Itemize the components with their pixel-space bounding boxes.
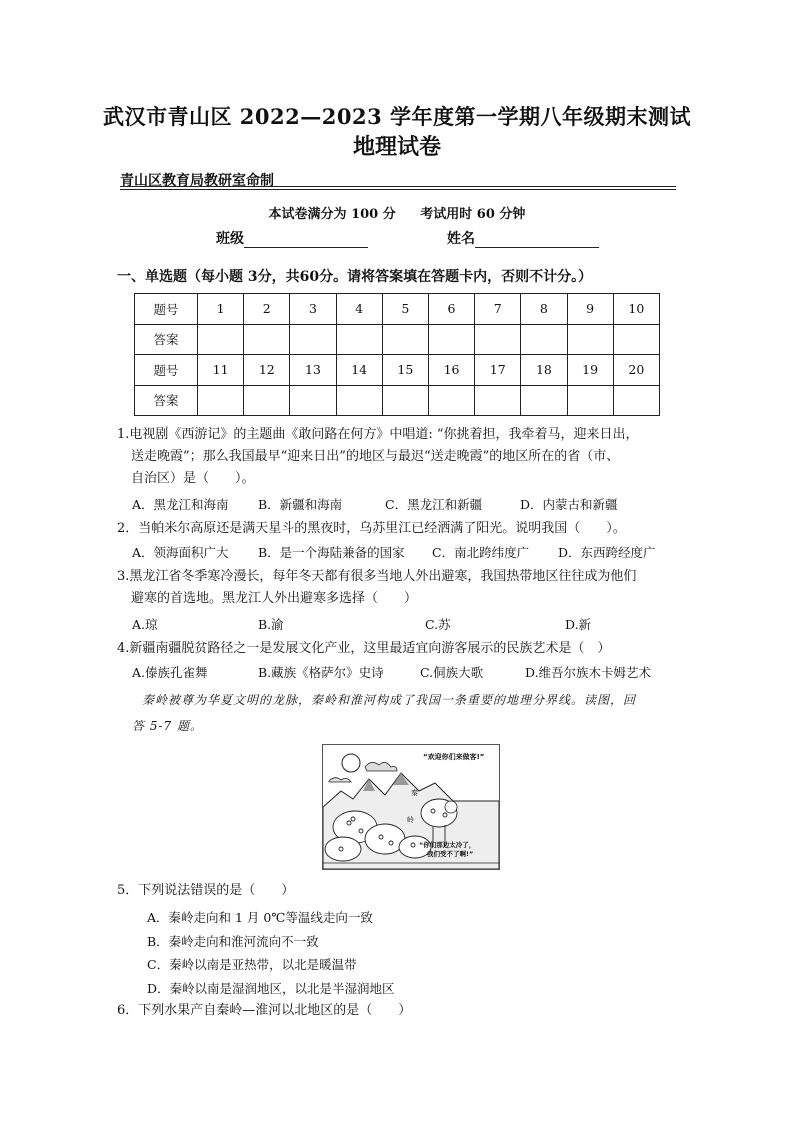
q3-line-1: 3.黑龙江省冬季寒冷漫长，每年冬天都有很多当地人外出避寒，我国热带地区往往成为他们 [117, 569, 637, 584]
question-number: 2 [244, 294, 290, 325]
question-number: 16 [428, 355, 474, 386]
bubble-bottom-line-1: “你们那边太冷了， [419, 841, 476, 849]
full-score: 本试卷满分为 100 分 [268, 207, 396, 222]
exam-subtitle: 地理试卷 [352, 134, 441, 160]
answer-cell[interactable] [198, 385, 244, 416]
q2-option-a[interactable]: A．领海面积广大 [132, 545, 229, 560]
name-blank[interactable] [475, 233, 599, 248]
class-blank[interactable] [244, 233, 368, 248]
question-number: 14 [336, 355, 382, 386]
q2-option-c[interactable]: C．南北跨纬度广 [432, 545, 530, 560]
question-number: 13 [290, 355, 336, 386]
answer-cell[interactable] [428, 324, 474, 355]
q4-option-a[interactable]: A.傣族孔雀舞 [132, 665, 208, 680]
question-number: 1 [198, 294, 244, 325]
q1-line-3: 自治区）是（ ）。 [131, 471, 255, 486]
note-line-2: 答 5-7 题。 [132, 719, 203, 733]
name-field[interactable] [447, 228, 599, 248]
table-row [135, 324, 660, 355]
qinling-drawing [323, 745, 499, 869]
question-number: 15 [382, 355, 428, 386]
q5-option-d[interactable]: D．秦岭以南是湿润地区，以北是半湿润地区 [147, 980, 395, 996]
q1-line-1: 1.电视剧《西游记》的主题曲《敢问路在何方》中唱道: “你挑着担，我牵着马，迎来日出， [117, 427, 639, 442]
reading-note [132, 687, 677, 739]
q1-option-d[interactable]: D．内蒙古和新疆 [520, 497, 618, 512]
q3-option-c[interactable]: C.苏 [425, 617, 451, 632]
q5-option-a[interactable]: A．秦岭走向和 1 月 0℃等温线走向一致 [147, 910, 373, 925]
question-number: 6 [428, 294, 474, 325]
question-6: 6．下列水果产自秦岭—淮河以北地区的是（ ） [117, 1003, 412, 1018]
answer-cell[interactable] [521, 324, 567, 355]
q3-option-a[interactable]: A.琼 [132, 617, 158, 632]
answer-cell[interactable] [382, 324, 428, 355]
question-number: 20 [613, 355, 659, 386]
issuing-office: 青山区教育局教研室命制 [120, 173, 274, 189]
q2-option-b[interactable]: B．是一个海陆兼备的国家 [258, 545, 405, 560]
question-4: 4.新疆南疆脱贫路径之一是发展文化产业，这里最适宜向游客展示的民族艺术是（ ） [117, 641, 611, 656]
q5-option-c[interactable]: C．秦岭以南是亚热带，以北是暖温带 [147, 957, 357, 972]
answer-cell[interactable] [475, 385, 521, 416]
table-row [135, 355, 660, 386]
question-2: 2．当帕米尔高原还是满天星斗的黑夜时，乌苏里江已经洒满了阳光。说明我国（ ）。 [117, 521, 626, 536]
q2-option-d[interactable]: D．东西跨经度广 [558, 545, 656, 560]
section-title: 一、单选题（每小题 3分，共60分。请将答案填在答题卡内，否则不计分。） [117, 269, 593, 285]
answer-cell[interactable] [244, 385, 290, 416]
name-label: 姓名 [447, 231, 475, 247]
q4-option-d[interactable]: D.维吾尔族木卡姆艺术 [525, 665, 652, 680]
q1-option-b[interactable]: B．新疆和海南 [258, 497, 343, 512]
sun-icon [342, 754, 360, 772]
question-number: 12 [244, 355, 290, 386]
question-number: 18 [521, 355, 567, 386]
question-5: 5．下列说法错误的是（ ） [117, 883, 295, 898]
row-label: 题号 [135, 355, 198, 386]
q3-line-2: 避寒的首选地。黑龙江人外出避寒多选择（ ） [131, 591, 418, 606]
cloud-icon [329, 778, 351, 782]
q3-option-d[interactable]: D.新 [565, 617, 592, 632]
answer-cell[interactable] [475, 324, 521, 355]
answer-cell[interactable] [613, 324, 659, 355]
q1-option-c[interactable]: C．黑龙江和新疆 [385, 497, 483, 512]
bubble-top-text: “欢迎你们来做客!” [423, 753, 485, 761]
answer-cell[interactable] [244, 324, 290, 355]
exam-time: 考试用时 60 分钟 [420, 207, 526, 222]
q4-option-b[interactable]: B.藏族《格萨尔》史诗 [258, 665, 384, 680]
answer-cell[interactable] [382, 385, 428, 416]
label-qin: 秦 [411, 789, 418, 797]
answer-cell[interactable] [198, 324, 244, 355]
tree-face-icon [445, 801, 457, 813]
question-1 [117, 424, 639, 490]
answer-cell[interactable] [613, 385, 659, 416]
row-label: 答案 [135, 385, 198, 416]
question-number: 7 [475, 294, 521, 325]
answer-cell[interactable] [521, 385, 567, 416]
q5-option-b[interactable]: B．秦岭走向和淮河流向不一致 [147, 933, 319, 949]
header-divider [120, 186, 676, 187]
table-row [135, 294, 660, 325]
question-number: 9 [567, 294, 613, 325]
bubble-bottom-line-2: 我们受不了啊!” [427, 850, 474, 858]
q4-option-c[interactable]: C.侗族大歌 [420, 665, 484, 680]
question-number: 3 [290, 294, 336, 325]
q1-line-2: 送走晚霞”；那么我国最早“迎来日出”的地区与最迟“送走晚霞”的地区所在的省（市、 [131, 449, 620, 464]
answer-cell[interactable] [336, 324, 382, 355]
answer-cell[interactable] [290, 385, 336, 416]
cloud-icon [365, 762, 397, 771]
note-line-1: 秦岭被尊为华夏文明的龙脉，秦岭和淮河构成了我国一条重要的地理分界线。读图，回 [142, 693, 637, 707]
class-label: 班级 [216, 231, 244, 247]
class-field[interactable] [216, 228, 368, 248]
q1-option-a[interactable]: A．黑龙江和海南 [132, 497, 229, 512]
question-number: 11 [198, 355, 244, 386]
exam-title: 武汉市青山区 2022—2023 学年度第一学期八年级期末测试 [102, 104, 691, 129]
answer-table [134, 293, 660, 416]
label-ling: 岭 [407, 816, 414, 824]
answer-cell[interactable] [567, 385, 613, 416]
answer-cell[interactable] [336, 385, 382, 416]
question-3 [117, 566, 636, 610]
question-number: 5 [382, 294, 428, 325]
header-divider-2 [120, 189, 676, 190]
answer-cell[interactable] [290, 324, 336, 355]
q5-options [147, 906, 395, 1000]
question-number: 19 [567, 355, 613, 386]
row-label: 题号 [135, 294, 198, 325]
question-number: 10 [613, 294, 659, 325]
question-number: 17 [475, 355, 521, 386]
table-row [135, 385, 660, 416]
q3-option-b[interactable]: B.渝 [258, 617, 284, 632]
qinling-illustration [322, 744, 500, 870]
question-number: 4 [336, 294, 382, 325]
question-number: 8 [521, 294, 567, 325]
row-label: 答案 [135, 324, 198, 355]
answer-cell[interactable] [567, 324, 613, 355]
exam-info [0, 203, 794, 222]
answer-cell[interactable] [428, 385, 474, 416]
